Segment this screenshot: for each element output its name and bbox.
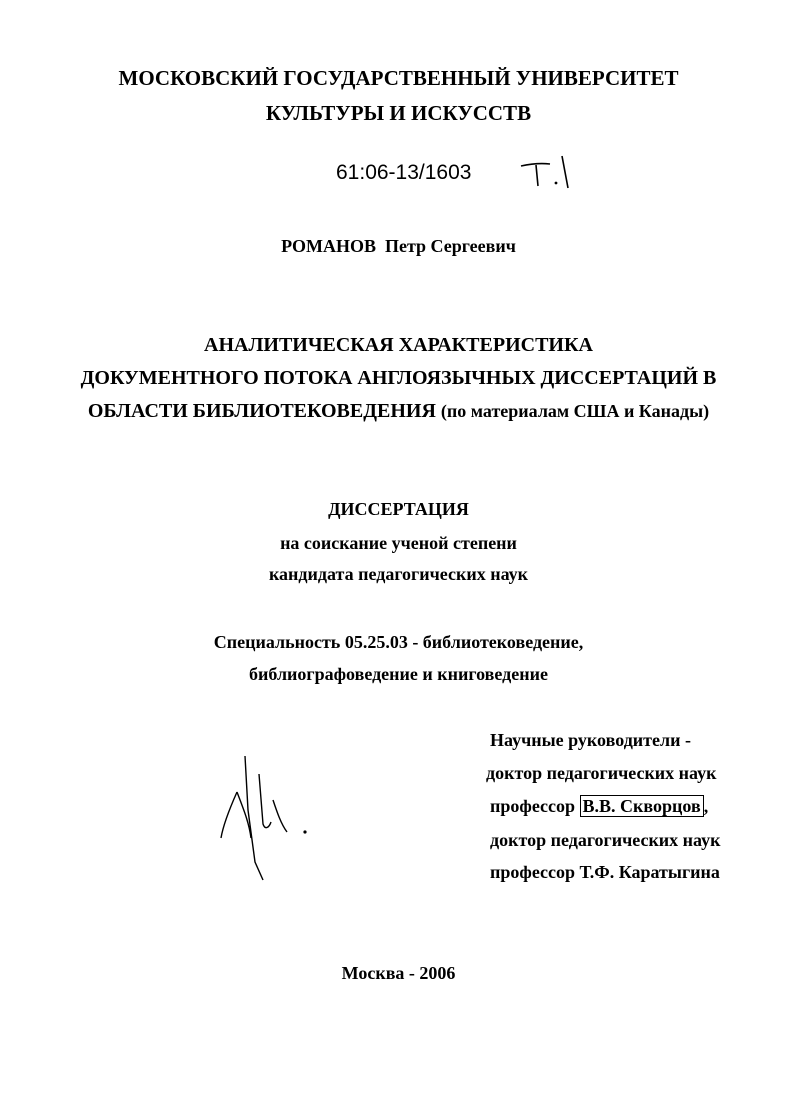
university-name-line2: КУЛЬТУРЫ И ИСКУССТВ: [265, 101, 532, 125]
title-line2: ДОКУМЕНТНОГО ПОТОКА АНГЛОЯЗЫЧНЫХ ДИССЕРТАЦИЙ В: [80, 367, 717, 389]
title-line3: [0, 400, 797, 423]
degree-line1: на соискание ученой степени: [280, 533, 517, 553]
advisor2-degree: доктор педагогических наук: [490, 830, 721, 850]
degree-line2: кандидата педагогических наук: [268, 564, 529, 584]
specialty-line1: Специальность 05.25.03 - библиотековедение,: [213, 632, 584, 652]
title-line3-paren: (по материалам США и Канады): [440, 401, 710, 421]
advisor1-line: [490, 796, 708, 817]
advisor1-degree: доктор педагогических наук: [486, 763, 717, 783]
work-type-heading: ДИССЕРТАЦИЯ: [328, 499, 469, 519]
volume-mark-handwritten: [518, 152, 574, 192]
specialty-line2: библиографоведение и книговедение: [249, 664, 548, 684]
city-year: Москва - 2006: [341, 963, 456, 983]
catalog-code: 61:06-13/1603: [336, 161, 472, 184]
author-surname: РОМАНОВ: [281, 236, 376, 256]
advisor1-name-box: В.В. Скворцов: [580, 795, 704, 817]
title-line1: АНАЛИТИЧЕСКАЯ ХАРАКТЕРИСТИКА: [204, 334, 593, 356]
author-given-names: Петр Сергеевич: [384, 236, 516, 256]
title-line3-main: ОБЛАСТИ БИБЛИОТЕКОВЕДЕНИЯ: [87, 400, 436, 422]
advisor1-name-suffix: ,: [703, 796, 709, 816]
university-name-line1: МОСКОВСКИЙ ГОСУДАРСТВЕННЫЙ УНИВЕРСИТЕТ: [118, 66, 679, 90]
advisors-heading: Научные руководители -: [490, 730, 691, 750]
advisor1-title: профессор: [490, 796, 576, 816]
handwritten-signature: [215, 752, 315, 884]
advisor2-name: профессор Т.Ф. Каратыгина: [490, 862, 720, 882]
author-name: [0, 236, 797, 257]
